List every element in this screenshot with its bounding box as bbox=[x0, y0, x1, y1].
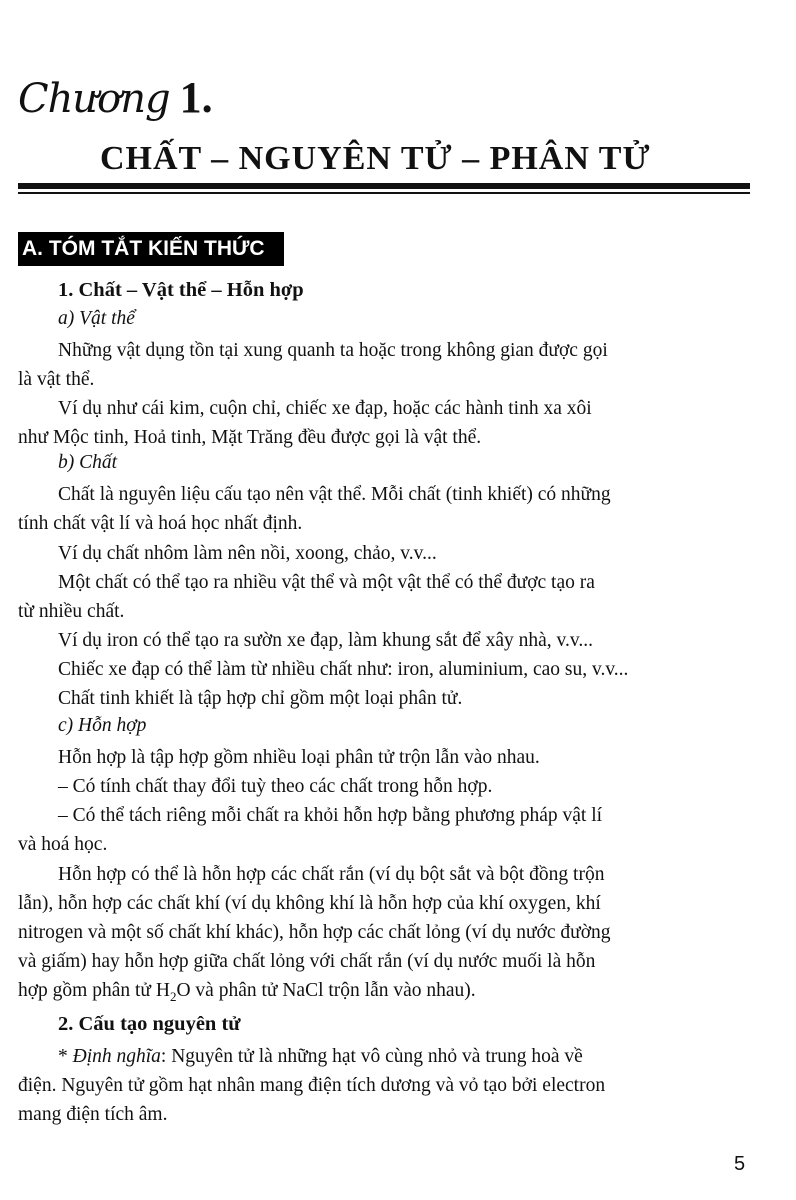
formula-subscript: 2 bbox=[169, 988, 177, 1004]
text-line: – Có thể tách riêng mỗi chất ra khỏi hỗn hợp bằng phương pháp vật lí bbox=[58, 805, 603, 826]
text-line: là vật thể. bbox=[18, 369, 95, 390]
title-rule-thick bbox=[18, 183, 750, 189]
paragraph-b3 bbox=[18, 568, 750, 626]
chapter-number: 1. bbox=[179, 73, 213, 122]
chapter-word: Chương bbox=[18, 76, 170, 122]
text-line: như Mộc tinh, Hoả tinh, Mặt Trăng đều được gọi là vật thể. bbox=[18, 427, 482, 448]
formula-text-b: O và phân tử NaCl trộn lẫn vào nhau). bbox=[176, 980, 476, 1001]
definition-text: : Nguyên tử là những hạt vô cùng nhỏ và trung hoà về bbox=[160, 1046, 583, 1067]
paragraph-a1 bbox=[18, 336, 750, 394]
text-line: và giấm) hay hỗn hợp giữa chất lỏng với chất rắn (ví dụ nước muối là hỗn bbox=[18, 951, 596, 972]
text-line: Ví dụ iron có thể tạo ra sườn xe đạp, làm khung sắt để xây nhà, v.v... bbox=[58, 630, 593, 651]
definition-bullet: * bbox=[58, 1046, 73, 1067]
subsection-title-b: b) Chất bbox=[58, 452, 118, 473]
text-line: Chất là nguyên liệu cấu tạo nên vật thể. Mỗi chất (tinh khiết) có những bbox=[58, 484, 611, 505]
text-line: Hỗn hợp là tập hợp gồm nhiều loại phân tử trộn lẫn vào nhau. bbox=[58, 747, 540, 768]
section-heading-1: 1. Chất – Vật thể – Hỗn hợp bbox=[58, 279, 304, 301]
paragraph-b2 bbox=[18, 539, 750, 568]
text-line: Chiếc xe đạp có thể làm từ nhiều chất như: iron, aluminium, cao su, v.v... bbox=[58, 659, 629, 680]
page-number: 5 bbox=[734, 1153, 746, 1175]
subsection-title-a: a) Vật thể bbox=[58, 308, 135, 329]
text-line: và hoá học. bbox=[18, 834, 108, 855]
text-line: Một chất có thể tạo ra nhiều vật thể và một vật thể có thể được tạo ra bbox=[58, 572, 595, 593]
text-line: tính chất vật lí và hoá học nhất định. bbox=[18, 513, 303, 534]
formula-text-a: hợp gồm phân tử H bbox=[18, 980, 170, 1001]
text-line: Chất tinh khiết là tập hợp chỉ gồm một loại phân tử. bbox=[58, 688, 463, 709]
text-line: nitrogen và một số chất khí khác), hỗn hợp các chất lỏng (ví dụ nước đường bbox=[18, 922, 611, 943]
paragraph-b4 bbox=[18, 626, 750, 713]
chapter-heading bbox=[18, 72, 213, 132]
text-line: Ví dụ như cái kim, cuộn chỉ, chiếc xe đạp, hoặc các hành tinh xa xôi bbox=[58, 398, 592, 419]
text-line: lẫn), hỗn hợp các chất khí (ví dụ không khí là hỗn hợp của khí oxygen, khí bbox=[18, 893, 601, 914]
text-line: từ nhiều chất. bbox=[18, 601, 125, 622]
paragraph-b1 bbox=[18, 480, 750, 538]
paragraph-c1 bbox=[18, 743, 750, 859]
chapter-title: CHẤT – NGUYÊN TỬ – PHÂN TỬ bbox=[100, 140, 651, 177]
title-rule-thin bbox=[18, 192, 750, 194]
text-line: Hỗn hợp có thể là hỗn hợp các chất rắn (ví dụ bột sắt và bột đồng trộn bbox=[58, 864, 605, 885]
paragraph-c4 bbox=[18, 860, 750, 1005]
text-line: điện. Nguyên tử gồm hạt nhân mang điện tích dương và vỏ tạo bởi electron bbox=[18, 1075, 606, 1096]
section-heading-2: 2. Cấu tạo nguyên tử bbox=[58, 1013, 241, 1035]
text-line: – Có tính chất thay đổi tuỳ theo các chất trong hỗn hợp. bbox=[58, 776, 493, 797]
subsection-title-c: c) Hỗn hợp bbox=[58, 715, 147, 736]
text-line: mang điện tích âm. bbox=[18, 1104, 168, 1125]
text-line: Những vật dụng tồn tại xung quanh ta hoặc trong không gian được gọi bbox=[58, 340, 608, 361]
section-banner: A. TÓM TẮT KIẾN THỨC bbox=[18, 232, 284, 266]
definition-label: Định nghĩa bbox=[72, 1046, 161, 1067]
text-line-formula bbox=[18, 976, 750, 1005]
paragraph-definition bbox=[18, 1042, 750, 1129]
text-line bbox=[18, 1042, 750, 1071]
text-line: Ví dụ chất nhôm làm nên nồi, xoong, chảo, v.v... bbox=[58, 543, 437, 564]
paragraph-a2 bbox=[18, 394, 750, 452]
